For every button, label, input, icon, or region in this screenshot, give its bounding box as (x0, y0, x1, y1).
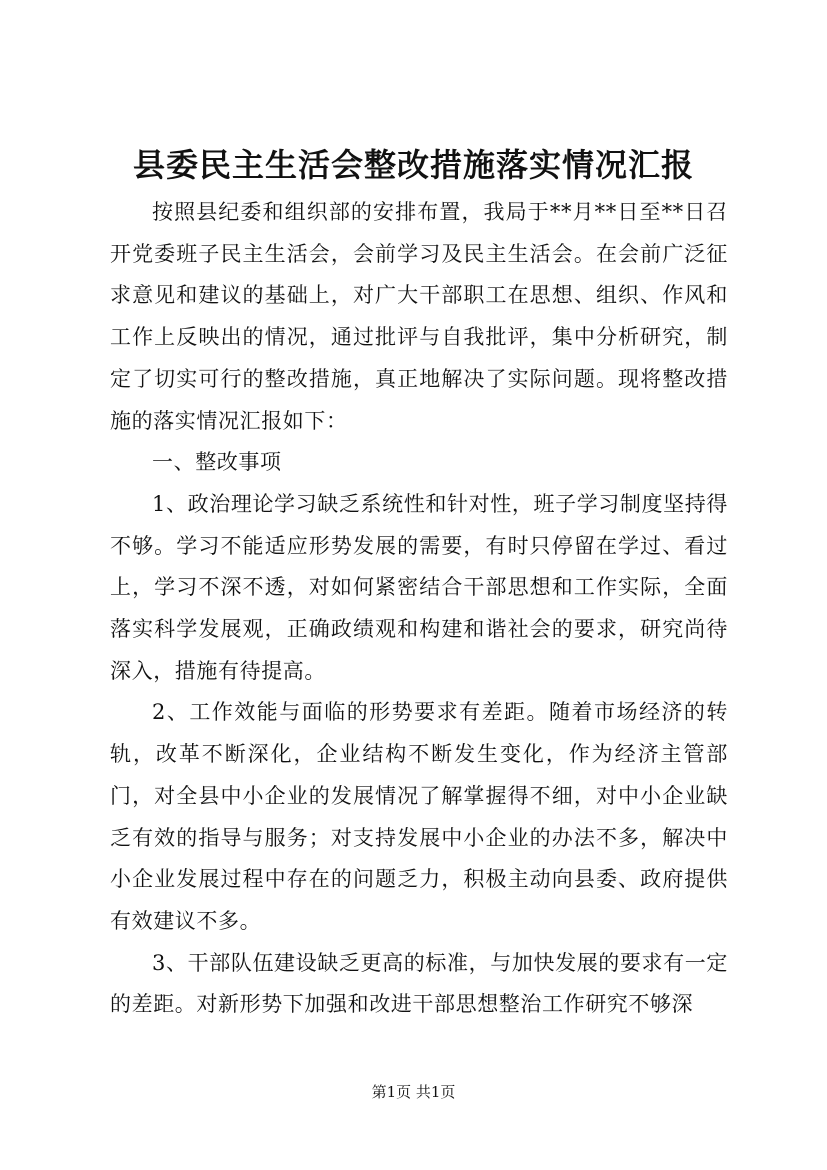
intro-paragraph: 按照县纪委和组织部的安排布置，我局于**月**日至**日召开党委班子民主生活会，会前学习及民主生活会。在会前广泛征求意见和建议的基础上，对广大干部职工在思想、组织、作风和工作上反映出的情况，通过批评与自我批评，集中分析研究，制定了切实可行的整改措施，真正地解决了实际问题。现将整改措施的落实情况汇报如下： (110, 200, 728, 433)
document-title: 县委民主生活会整改措施落实情况汇报 (132, 146, 694, 184)
section-heading: 一、整改事项 (152, 450, 282, 475)
item-paragraph-1: 1、政治理论学习缺乏系统性和针对性，班子学习制度坚持得不够。学习不能适应形势发展的需要，有时只停留在学过、看过上，学习不深不透，对如何紧密结合干部思想和工作实际，全面落实科学发展观，正确政绩观和构建和谐社会的要求，研究尚待深入，措施有待提高。 (110, 491, 728, 683)
page-footer: 第1页 共1页 (371, 1083, 456, 1101)
document-body (110, 192, 728, 1026)
item-paragraph-2: 2、工作效能与面临的形势要求有差距。随着市场经济的转轨，改革不断深化，企业结构不断发生变化，作为经济主管部门，对全县中小企业的发展情况了解掌握得不细，对中小企业缺乏有效的指导与服务；对支持发展中小企业的办法不多，解决中小企业发展过程中存在的问题乏力，积极主动向县委、政府提供有效建议不多。 (110, 700, 728, 933)
item-paragraph-3: 3、干部队伍建设缺乏更高的标准，与加快发展的要求有一定的差距。对新形势下加强和改进干部思想整治工作研究不够深 (110, 950, 728, 1017)
